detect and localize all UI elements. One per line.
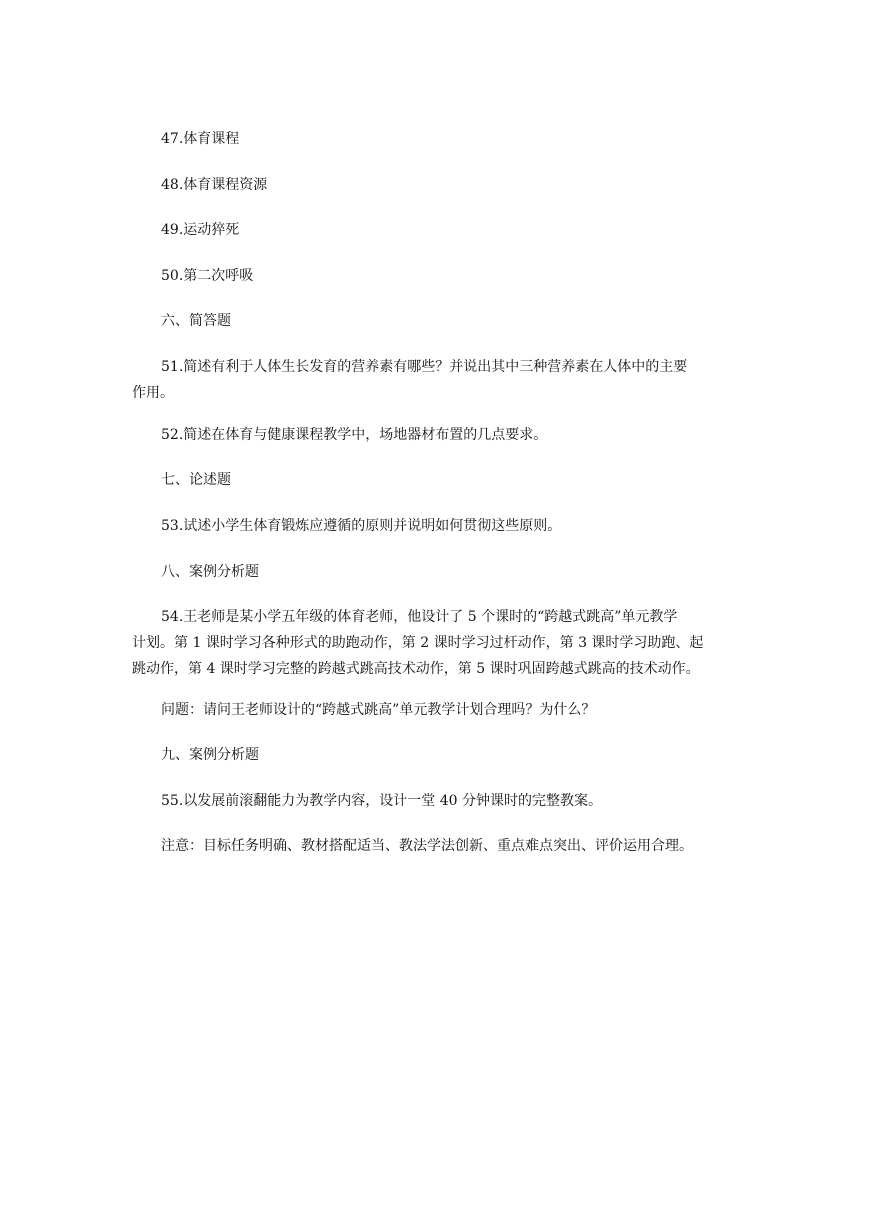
question-51-line-1: 51.简述有利于人体生长发育的营养素有哪些？并说出其中三种营养素在人体中的主要 <box>161 359 688 375</box>
section-heading-6: 六、简答题 <box>161 313 231 329</box>
question-52: 52.简述在体育与健康课程教学中，场地器材布置的几点要求。 <box>161 427 548 443</box>
question-53: 53.试述小学生体育锻炼应遵循的原则并说明如何贯彻这些原则。 <box>161 518 562 534</box>
question-55: 55.以发展前滚翻能力为教学内容，设计一堂 40 分钟课时的完整教案。 <box>161 793 602 809</box>
question-50: 50.第二次呼吸 <box>161 268 254 284</box>
question-48: 48.体育课程资源 <box>161 177 268 193</box>
question-49: 49.运动猝死 <box>161 222 240 238</box>
question-47: 47.体育课程 <box>161 131 240 147</box>
question-54-line-2: 计划。第 1 课时学习各种形式的助跑动作，第 2 课时学习过杆动作，第 3 课时学习助跑、起 <box>132 635 704 651</box>
section-heading-9: 九、案例分析题 <box>161 747 259 763</box>
section-heading-7: 七、论述题 <box>161 472 231 488</box>
question-51-line-2: 作用。 <box>132 385 174 401</box>
question-54-line-3: 跳动作，第 4 课时学习完整的跨越式跳高技术动作，第 5 课时巩固跨越式跳高的技术动作。 <box>132 661 700 677</box>
question-54 <box>132 604 738 682</box>
question-54-prompt: 问题：请问王老师设计的“跨越式跳高”单元教学计划合理吗？为什么？ <box>161 702 596 718</box>
section-heading-8: 八、案例分析题 <box>161 564 259 580</box>
question-55-note: 注意：目标任务明确、教材搭配适当、教法学法创新、重点难点突出、评价运用合理。 <box>161 838 693 854</box>
question-54-line-1: 54.王老师是某小学五年级的体育老师，他设计了 5 个课时的“跨越式跳高”单元教学 <box>161 609 678 625</box>
question-51 <box>132 354 738 406</box>
